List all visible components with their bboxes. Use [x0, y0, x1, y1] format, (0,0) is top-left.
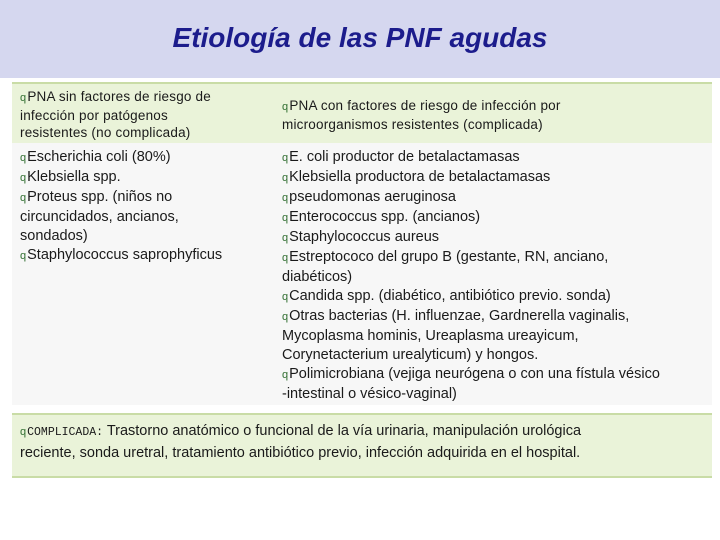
- list-item-text: E. coli productor de betalactamasas: [289, 149, 520, 165]
- header-left-line-3: resistentes (no complicada): [20, 125, 191, 140]
- pathogen-list-complicated: [282, 148, 707, 404]
- definition-text-line-2: reciente, sonda uretral, tratamiento antibiótico previo, infección adquirida en el hospital.: [20, 445, 581, 461]
- list-item: [20, 188, 260, 208]
- list-item: [20, 208, 260, 227]
- list-item: [282, 346, 707, 365]
- list-item-text: Candida spp. (diabético, antibiótico previo. sonda): [289, 288, 611, 304]
- list-item: [282, 327, 707, 346]
- definition-term: COMPLICADA:: [27, 426, 104, 439]
- checkbox-bullet-icon: q: [282, 291, 289, 303]
- list-item: [282, 248, 707, 268]
- complicada-definition: [20, 421, 708, 464]
- list-item-text: Klebsiella productora de betalactamasas: [289, 169, 551, 185]
- list-item: [20, 227, 260, 246]
- list-item-text: diabéticos): [282, 269, 353, 285]
- definition-row: [12, 413, 712, 478]
- list-item-text: Klebsiella spp.: [27, 169, 121, 185]
- list-item: [20, 148, 260, 168]
- list-item: [282, 268, 707, 287]
- list-item: [282, 385, 707, 404]
- checkbox-bullet-icon: q: [282, 252, 289, 264]
- checkbox-bullet-icon: q: [282, 101, 289, 113]
- table-header-row: [12, 82, 712, 145]
- checkbox-bullet-icon: q: [20, 192, 27, 204]
- list-item: [282, 188, 707, 208]
- list-item: [282, 365, 707, 385]
- list-item-text: pseudomonas aeruginosa: [289, 189, 456, 205]
- list-item-text: Polimicrobiana (vejiga neurógena o con una fístula vésico: [289, 366, 660, 382]
- checkbox-bullet-icon: q: [282, 172, 289, 184]
- checkbox-bullet-icon: q: [20, 250, 27, 262]
- list-item: [20, 246, 260, 266]
- list-item-text: Staphylococcus saprophyficus: [27, 247, 223, 263]
- checkbox-bullet-icon: q: [20, 152, 27, 164]
- list-item-text: circuncidados, ancianos,: [20, 209, 179, 225]
- checkbox-bullet-icon: q: [20, 172, 27, 184]
- list-item-text: Otras bacterias (H. influenzae, Gardnerella vaginalis,: [289, 308, 630, 324]
- list-item-text: Mycoplasma hominis, Ureaplasma ureayicum,: [282, 328, 579, 344]
- table-body-row: [12, 143, 712, 405]
- checkbox-bullet-icon: q: [282, 192, 289, 204]
- header-right-line-2: microorganismos resistentes (complicada): [282, 117, 543, 132]
- list-item: [282, 228, 707, 248]
- checkbox-bullet-icon: q: [20, 92, 27, 104]
- list-item: [282, 208, 707, 228]
- list-item-text: Escherichia coli (80%): [27, 149, 171, 165]
- list-item-text: -intestinal o vésico-vaginal): [282, 386, 457, 402]
- checkbox-bullet-icon: q: [20, 426, 27, 438]
- list-item: [282, 148, 707, 168]
- list-item: [282, 287, 707, 307]
- header-right-cell: [282, 97, 702, 133]
- list-item-text: Corynetacterium urealyticum) y hongos.: [282, 347, 539, 363]
- list-item-text: sondados): [20, 228, 88, 244]
- checkbox-bullet-icon: q: [282, 369, 289, 381]
- header-right-line-1: PNA con factores de riesgo de infección por: [289, 98, 561, 113]
- header-left-cell: [20, 88, 255, 141]
- pathogen-list-uncomplicated: [20, 148, 260, 266]
- list-item-text: Enterococcus spp. (ancianos): [289, 209, 481, 225]
- list-item-text: Proteus spp. (niños no: [27, 189, 173, 205]
- list-item: [282, 307, 707, 327]
- checkbox-bullet-icon: q: [282, 212, 289, 224]
- header-left-line-1: PNA sin factores de riesgo de: [27, 89, 211, 104]
- definition-text-line-1: Trastorno anatómico o funcional de la vía urinaria, manipulación urológica: [103, 423, 582, 439]
- list-item: [20, 168, 260, 188]
- checkbox-bullet-icon: q: [282, 232, 289, 244]
- header-left-line-2: infección por patógenos: [20, 108, 168, 123]
- list-item: [282, 168, 707, 188]
- checkbox-bullet-icon: q: [282, 152, 289, 164]
- slide-title: Etiología de las PNF agudas: [172, 22, 548, 53]
- list-item-text: Estreptococo del grupo B (gestante, RN, anciano,: [289, 249, 609, 265]
- list-item-text: Staphylococcus aureus: [289, 229, 440, 245]
- checkbox-bullet-icon: q: [282, 311, 289, 323]
